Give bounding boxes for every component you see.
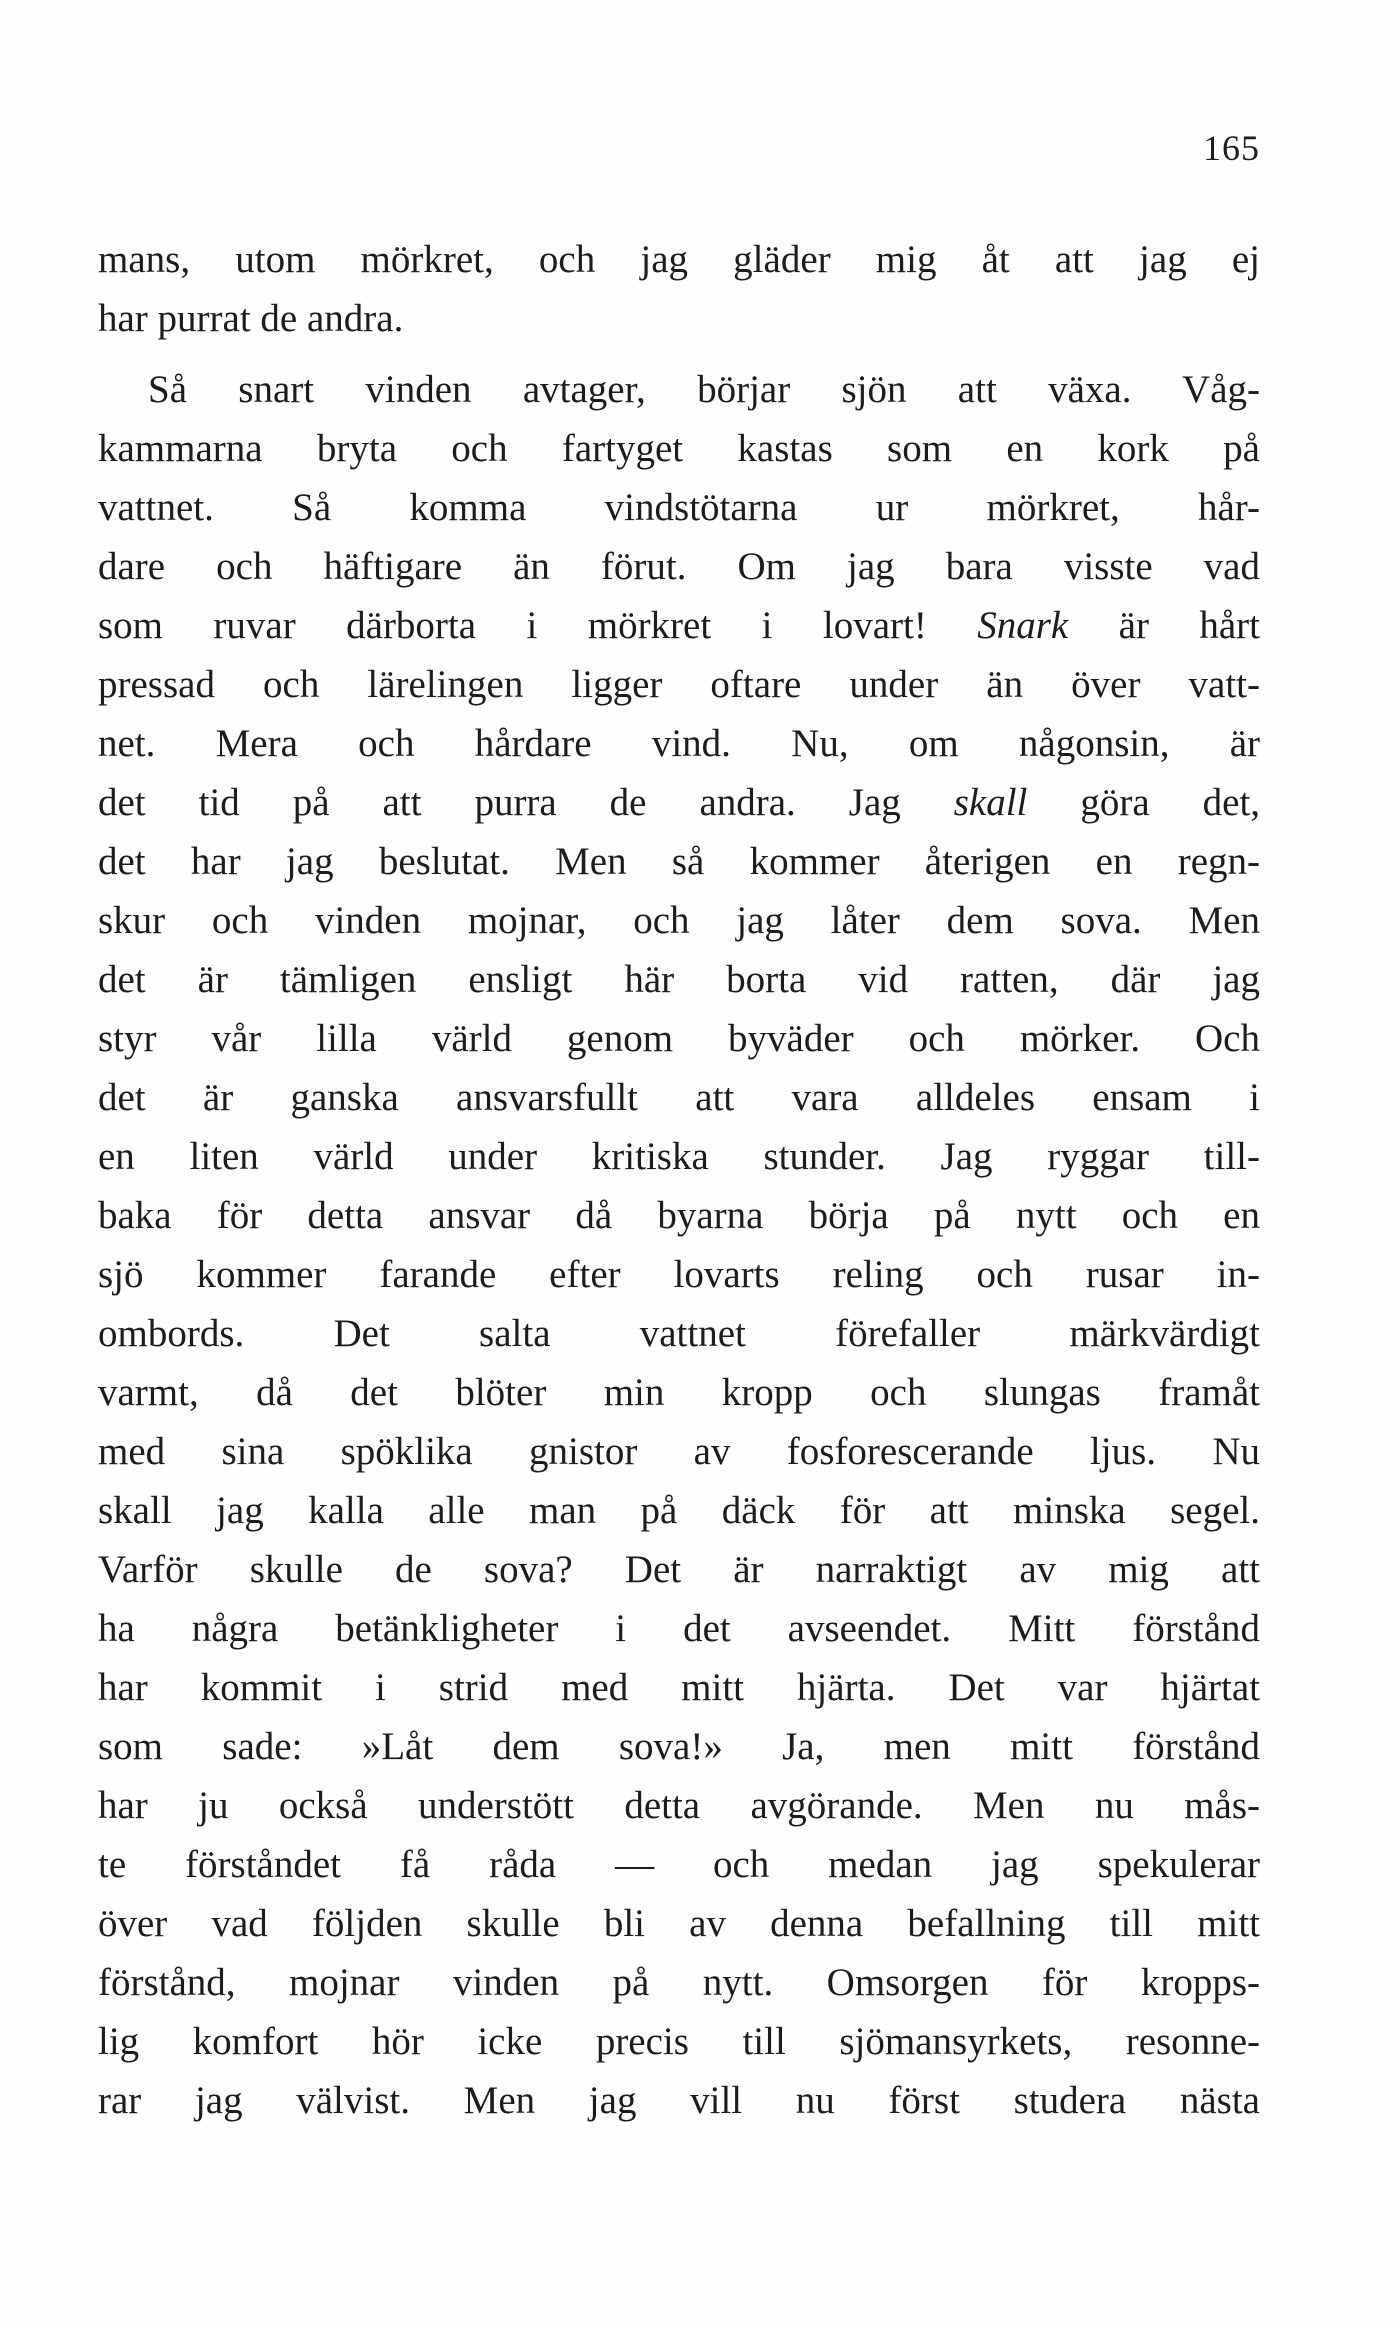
text-line: mans, utom mörkret, och jag gläder mig åt att jag ej [98, 238, 1260, 281]
text-line-with-italic [98, 596, 1260, 655]
text-line: ha några betänkligheter i det avseendet. Mitt förstånd [98, 1607, 1260, 1650]
text-line: har ju också understött detta avgörande. Men nu mås- [98, 1784, 1260, 1827]
body-text [98, 230, 1260, 2130]
text-segment: som ruvar därborta i mörkret i lovart! [98, 604, 927, 647]
text-line: kammarna bryta och fartyget kastas som en kork på [98, 427, 1260, 470]
text-line: har purrat de andra. [98, 297, 404, 340]
text-line-with-italic [98, 773, 1260, 832]
page-number: 165 [1203, 128, 1260, 168]
text-line: varmt, då det blöter min kropp och slungas framåt [98, 1371, 1260, 1414]
text-line: baka för detta ansvar då byarna börja på nytt och en [98, 1194, 1260, 1237]
text-line: rar jag välvist. Men jag vill nu först studera nästa [98, 2079, 1260, 2122]
text-line: det är tämligen ensligt här borta vid ratten, där jag [98, 958, 1260, 1001]
text-line: sjö kommer farande efter lovarts reling och rusar in- [98, 1253, 1260, 1296]
text-line: det är ganska ansvarsfullt att vara alldeles ensam i [98, 1076, 1260, 1119]
text-line: har kommit i strid med mitt hjärta. Det var hjärtat [98, 1666, 1260, 1709]
text-line: net. Mera och hårdare vind. Nu, om någonsin, är [98, 722, 1260, 765]
text-line: pressad och lärelingen ligger oftare under än över vatt- [98, 663, 1260, 706]
text-line: över vad följden skulle bli av denna befallning till mitt [98, 1902, 1260, 1945]
text-segment: är hårt [1118, 604, 1261, 647]
text-line: Varför skulle de sova? Det är narraktigt av mig att [98, 1548, 1260, 1591]
text-line: lig komfort hör icke precis till sjömansyrkets, resonne- [98, 2020, 1260, 2063]
text-line: skall jag kalla alle man på däck för att minska segel. [98, 1489, 1260, 1532]
text-line: styr vår lilla värld genom byväder och mörker. Och [98, 1017, 1260, 1060]
italic-word: skall [953, 781, 1028, 824]
text-line: skur och vinden mojnar, och jag låter dem sova. Men [98, 899, 1260, 942]
text-line: det har jag beslutat. Men så kommer återigen en regn- [98, 840, 1260, 883]
paragraph-gap [98, 348, 1260, 360]
text-segment: det tid på att purra de andra. Jag [98, 781, 901, 824]
text-line: med sina spöklika gnistor av fosforescerande ljus. Nu [98, 1430, 1260, 1473]
text-line: te förståndet få råda — och medan jag spekulerar [98, 1843, 1260, 1886]
text-line: Så snart vinden avtager, börjar sjön att växa. Våg- [148, 368, 1260, 411]
text-line: dare och häftigare än förut. Om jag bara visste vad [98, 545, 1260, 588]
text-line: som sade: »Låt dem sova!» Ja, men mitt förstånd [98, 1725, 1260, 1768]
text-line: en liten värld under kritiska stunder. Jag ryggar till- [98, 1135, 1260, 1178]
text-segment: göra det, [1080, 781, 1261, 824]
text-line: förstånd, mojnar vinden på nytt. Omsorgen för kropps- [98, 1961, 1260, 2004]
text-line: vattnet. Så komma vindstötarna ur mörkret, hår- [98, 486, 1260, 529]
italic-word: Snark [977, 604, 1069, 647]
text-line: ombords. Det salta vattnet förefaller märkvärdigt [98, 1312, 1260, 1355]
